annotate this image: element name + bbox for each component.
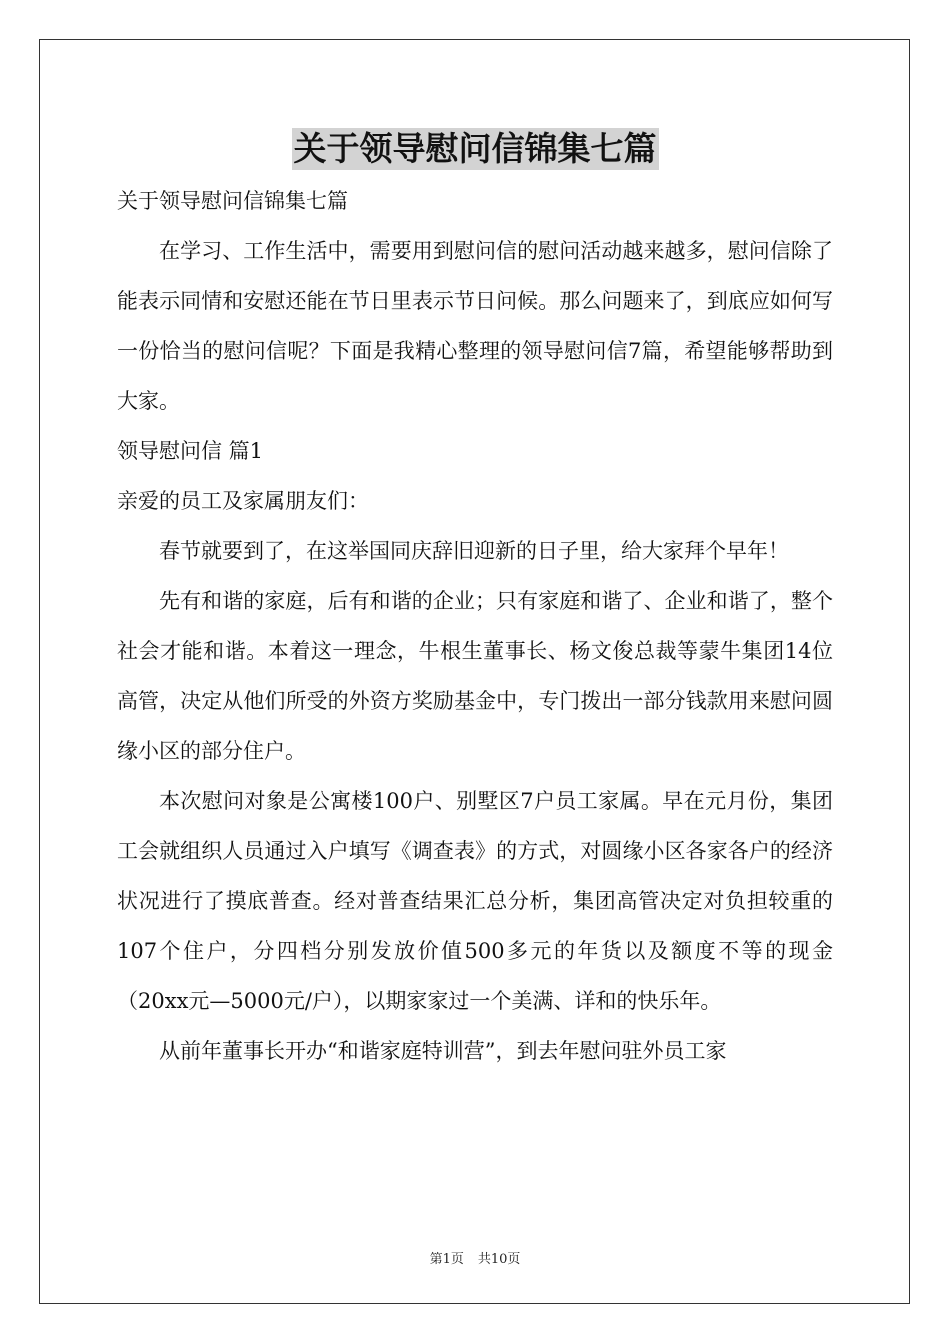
page-number: 第1页 bbox=[429, 1252, 464, 1267]
paragraph-heading: 关于领导慰问信锦集七篇 bbox=[117, 189, 348, 213]
paragraph: 本次慰问对象是公寓楼100户、别墅区7户员工家属。早在元月份，集团工会就组织人员通过入户填写《调查表》的方式，对圆缘小区各家各户的经济状况进行了摸底普查。经对普查结果汇总分析，集团高管决定对负担较重的107个住户，分四档分别发放价值500多元的年货以及额度不等的现金（20xx元—5000元/户），以期家家过一个美满、详和的快乐年。 bbox=[117, 789, 833, 1013]
title-container bbox=[0, 128, 950, 170]
paragraph: 从前年董事长开办“和谐家庭特训营”，到去年慰问驻外员工家 bbox=[159, 1039, 727, 1063]
section-heading: 领导慰问信 篇1 bbox=[117, 439, 264, 463]
salutation: 亲爱的员工及家属朋友们： bbox=[117, 489, 369, 513]
paragraph-intro: 在学习、工作生活中，需要用到慰问信的慰问活动越来越多，慰问信除了能表示同情和安慰还能在节日里表示节日问候。那么问题来了，到底应如何写一份恰当的慰问信呢？下面是我精心整理的领导慰问信7篇，希望能够帮助到大家。 bbox=[117, 239, 833, 413]
page-footer bbox=[0, 1248, 950, 1267]
paragraph: 春节就要到了，在这举国同庆辞旧迎新的日子里，给大家拜个早年！ bbox=[159, 539, 789, 563]
page-total: 共10页 bbox=[477, 1252, 521, 1267]
paragraph: 先有和谐的家庭，后有和谐的企业；只有家庭和谐了、企业和谐了，整个社会才能和谐。本着这一理念，牛根生董事长、杨文俊总裁等蒙牛集团14位高管，决定从他们所受的外资方奖励基金中，专门拨出一部分钱款用来慰问圆缘小区的部分住户。 bbox=[117, 589, 833, 763]
document-title: 关于领导慰问信锦集七篇 bbox=[293, 129, 657, 168]
document-body bbox=[117, 176, 833, 1076]
